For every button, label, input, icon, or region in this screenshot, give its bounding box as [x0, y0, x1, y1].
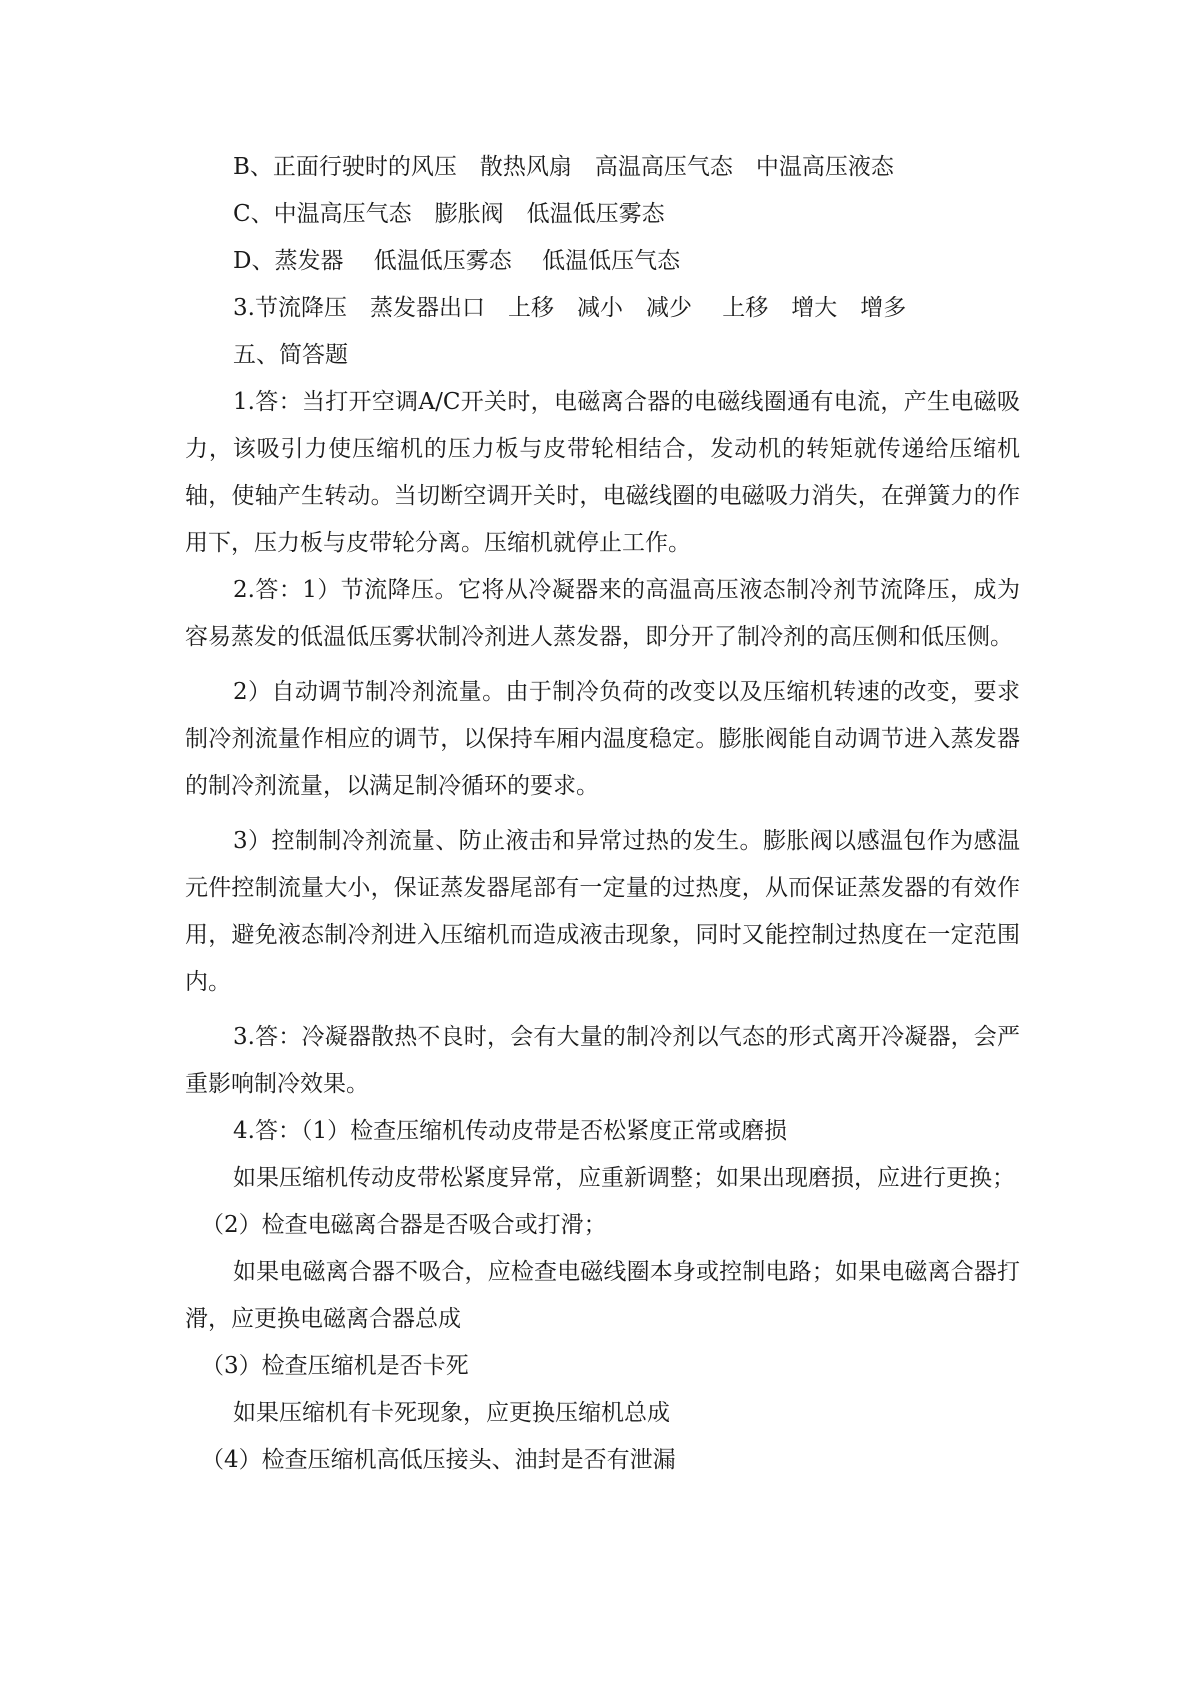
- option-c: C、中温高压气态 膨胀阀 低温低压雾态: [233, 201, 665, 227]
- answer-3-fill: 3.节流降压 蒸发器出口 上移 减小 减少 上移 增大 增多: [233, 295, 907, 321]
- option-d: D、蒸发器 低温低压雾态 低温低压气态: [233, 248, 681, 274]
- answer-4-step-1-detail: 如果压缩机传动皮带松紧度异常，应重新调整；如果出现磨损，应进行更换；: [233, 1165, 1015, 1191]
- answer-2-part-2: 2）自动调节制冷剂流量。由于制冷负荷的改变以及压缩机转速的改变，要求制冷剂流量作相应的调节，以保持车厢内温度稳定。膨胀阀能自动调节进入蒸发器的制冷剂流量，以满足制冷循环的要求。: [185, 679, 1020, 799]
- answer-2-part-1: 2.答：1）节流降压。它将从冷凝器来的高温高压液态制冷剂节流降压，成为容易蒸发的低温低压雾状制冷剂进人蒸发器，即分开了制冷剂的高压侧和低压侧。: [185, 577, 1020, 650]
- document-body: [185, 144, 1020, 1484]
- answer-2-part-3: 3）控制制冷剂流量、防止液击和异常过热的发生。膨胀阀以感温包作为感温元件控制流量大小，保证蒸发器尾部有一定量的过热度，从而保证蒸发器的有效作用，避免液态制冷剂进入压缩机而造成液击现象，同时又能控制过热度在一定范围内。: [185, 828, 1020, 995]
- answer-4-step-4: （4）检查压缩机高低压接头、油封是否有泄漏: [201, 1447, 676, 1473]
- answer-4-step-2-detail: 如果电磁离合器不吸合，应检查电磁线圈本身或控制电路；如果电磁离合器打滑，应更换电磁离合器总成: [185, 1259, 1020, 1332]
- option-b: B、正面行驶时的风压 散热风扇 高温高压气态 中温高压液态: [233, 154, 894, 180]
- answer-4-step-3-detail: 如果压缩机有卡死现象，应更换压缩机总成: [233, 1400, 670, 1426]
- answer-3: 3.答：冷凝器散热不良时，会有大量的制冷剂以气态的形式离开冷凝器，会严重影响制冷效果。: [185, 1024, 1020, 1097]
- answer-1: 1.答：当打开空调A/C开关时，电磁离合器的电磁线圈通有电流，产生电磁吸力，该吸引力使压缩机的压力板与皮带轮相结合，发动机的转矩就传递给压缩机轴，使轴产生转动。当切断空调开关时，电磁线圈的电磁吸力消失，在弹簧力的作用下，压力板与皮带轮分离。压缩机就停止工作。: [185, 389, 1020, 556]
- answer-4-step-2: （2）检查电磁离合器是否吸合或打滑；: [201, 1212, 607, 1238]
- section-heading: 五、简答题: [233, 342, 348, 368]
- answer-4-step-1: 4.答：（1）检查压缩机传动皮带是否松紧度正常或磨损: [233, 1118, 788, 1144]
- answer-4-step-3: （3）检查压缩机是否卡死: [201, 1353, 469, 1379]
